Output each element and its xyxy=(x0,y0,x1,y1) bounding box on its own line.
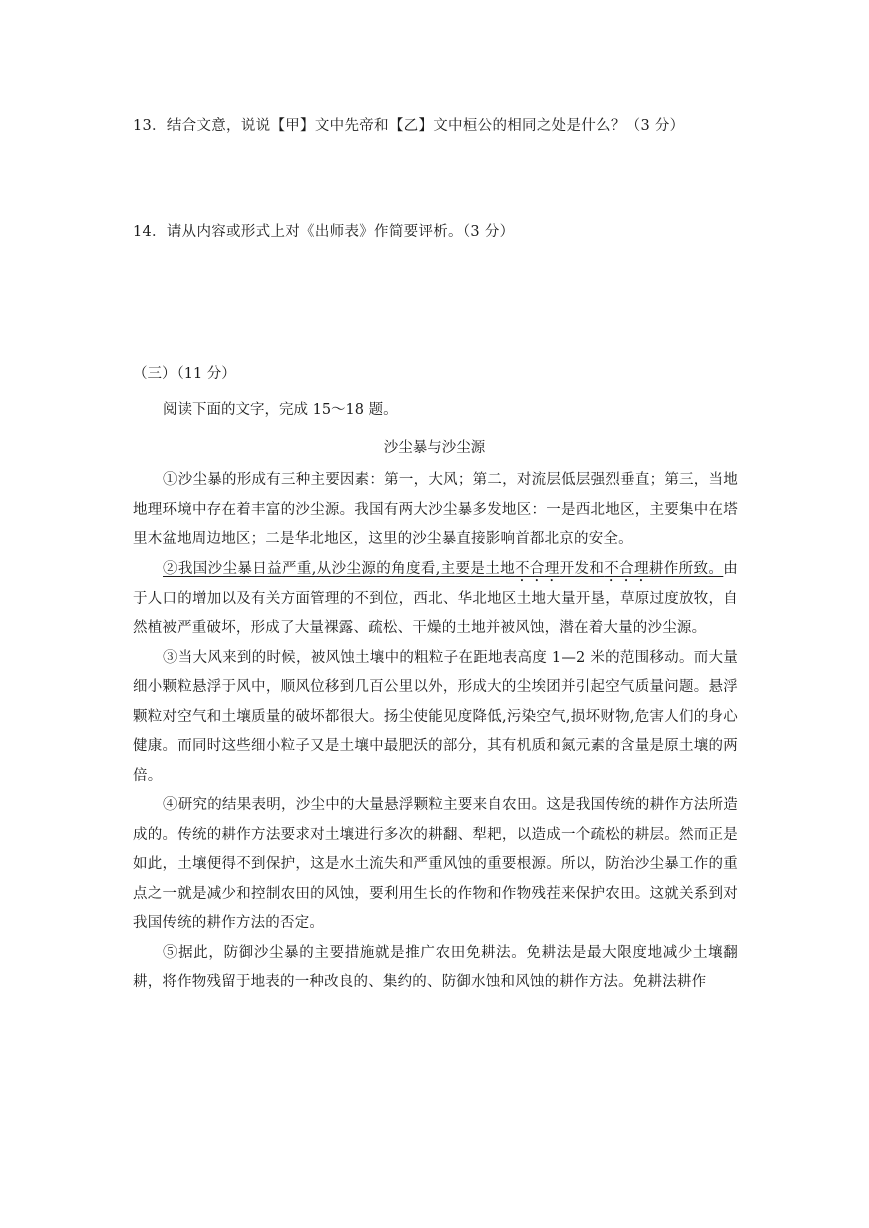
emphasized-word: 不合理 xyxy=(604,560,649,577)
underlined-sentence: ②我国沙尘暴日益严重,从沙尘源的角度看,主要是土地不合理开发和不合理耕作所致。 xyxy=(163,560,724,577)
emphasized-word: 不合理 xyxy=(515,560,560,577)
question-13: 13．结合文意，说说【甲】文中先帝和【乙】文中桓公的相同之处是什么？（3 分） xyxy=(133,118,685,134)
section-instruction: 阅读下面的文字，完成 15～18 题。 xyxy=(163,402,398,418)
question-14: 14．请从内容或形式上对《出师表》作简要评析。（3 分） xyxy=(133,224,515,240)
paragraph-2-rest: 由于人口的增加以及有关方面管理的不到位，西北、华北地区土地大量开垦，草原过度放牧，自然植被严重破坏，形成了大量裸露、疏松、干燥的土地并被风蚀，潜在着大量的沙尘源。 xyxy=(133,560,738,636)
paragraph-5: ⑤据此，防御沙尘暴的主要措施就是推广农田免耕法。免耕法是最大限度地减少土壤翻耕，将作物残留于地表的一种改良的、集约的、防御水蚀和风蚀的耕作方法。免耕法耕作 xyxy=(133,944,738,990)
paragraph-4: ④研究的结果表明，沙尘中的大量悬浮颗粒主要来自农田。这是我国传统的耕作方法所造成的。传统的耕作方法要求对土壤进行多次的耕翻、犁耙，以造成一个疏松的耕层。然而正是如此，土壤便得不到保护，这是水土流失和严重风蚀的重要根源。所以，防治沙尘暴工作的重点之一就是减少和控制农田的风蚀，要利用生长的作物和作物残茬来保护农田。这就关系到对我国传统的耕作方法的否定。 xyxy=(133,797,738,931)
article-body xyxy=(133,466,738,998)
paragraph-3: ③当大风来到的时候，被风蚀土壤中的粗粒子在距地表高度 1—2 米的范围移动。而大量细小颗粒悬浮于风中，顺风位移到几百公里以外，形成大的尘埃团并引起空气质量问题。悬浮颗粒对空气和土壤质量的破坏都很大。扬尘使能见度降低,污染空气,损坏财物,危害人们的身心健康。而同时这些细小粒子又是土壤中最肥沃的部分，其有机质和氮元素的含量是原土壤的两倍。 xyxy=(133,649,738,784)
paragraph-1: ①沙尘暴的形成有三种主要因素：第一，大风；第二，对流层低层强烈垂直；第三，当地地理环境中存在着丰富的沙尘源。我国有两大沙尘暴多发地区：一是西北地区，主要集中在塔里木盆地周边地区；二是华北地区，这里的沙尘暴直接影响首都北京的安全。 xyxy=(133,472,738,547)
article-title: 沙尘暴与沙尘源 xyxy=(383,440,486,456)
paragraph-2 xyxy=(133,555,738,644)
section-heading: （三）（11 分） xyxy=(133,366,236,382)
